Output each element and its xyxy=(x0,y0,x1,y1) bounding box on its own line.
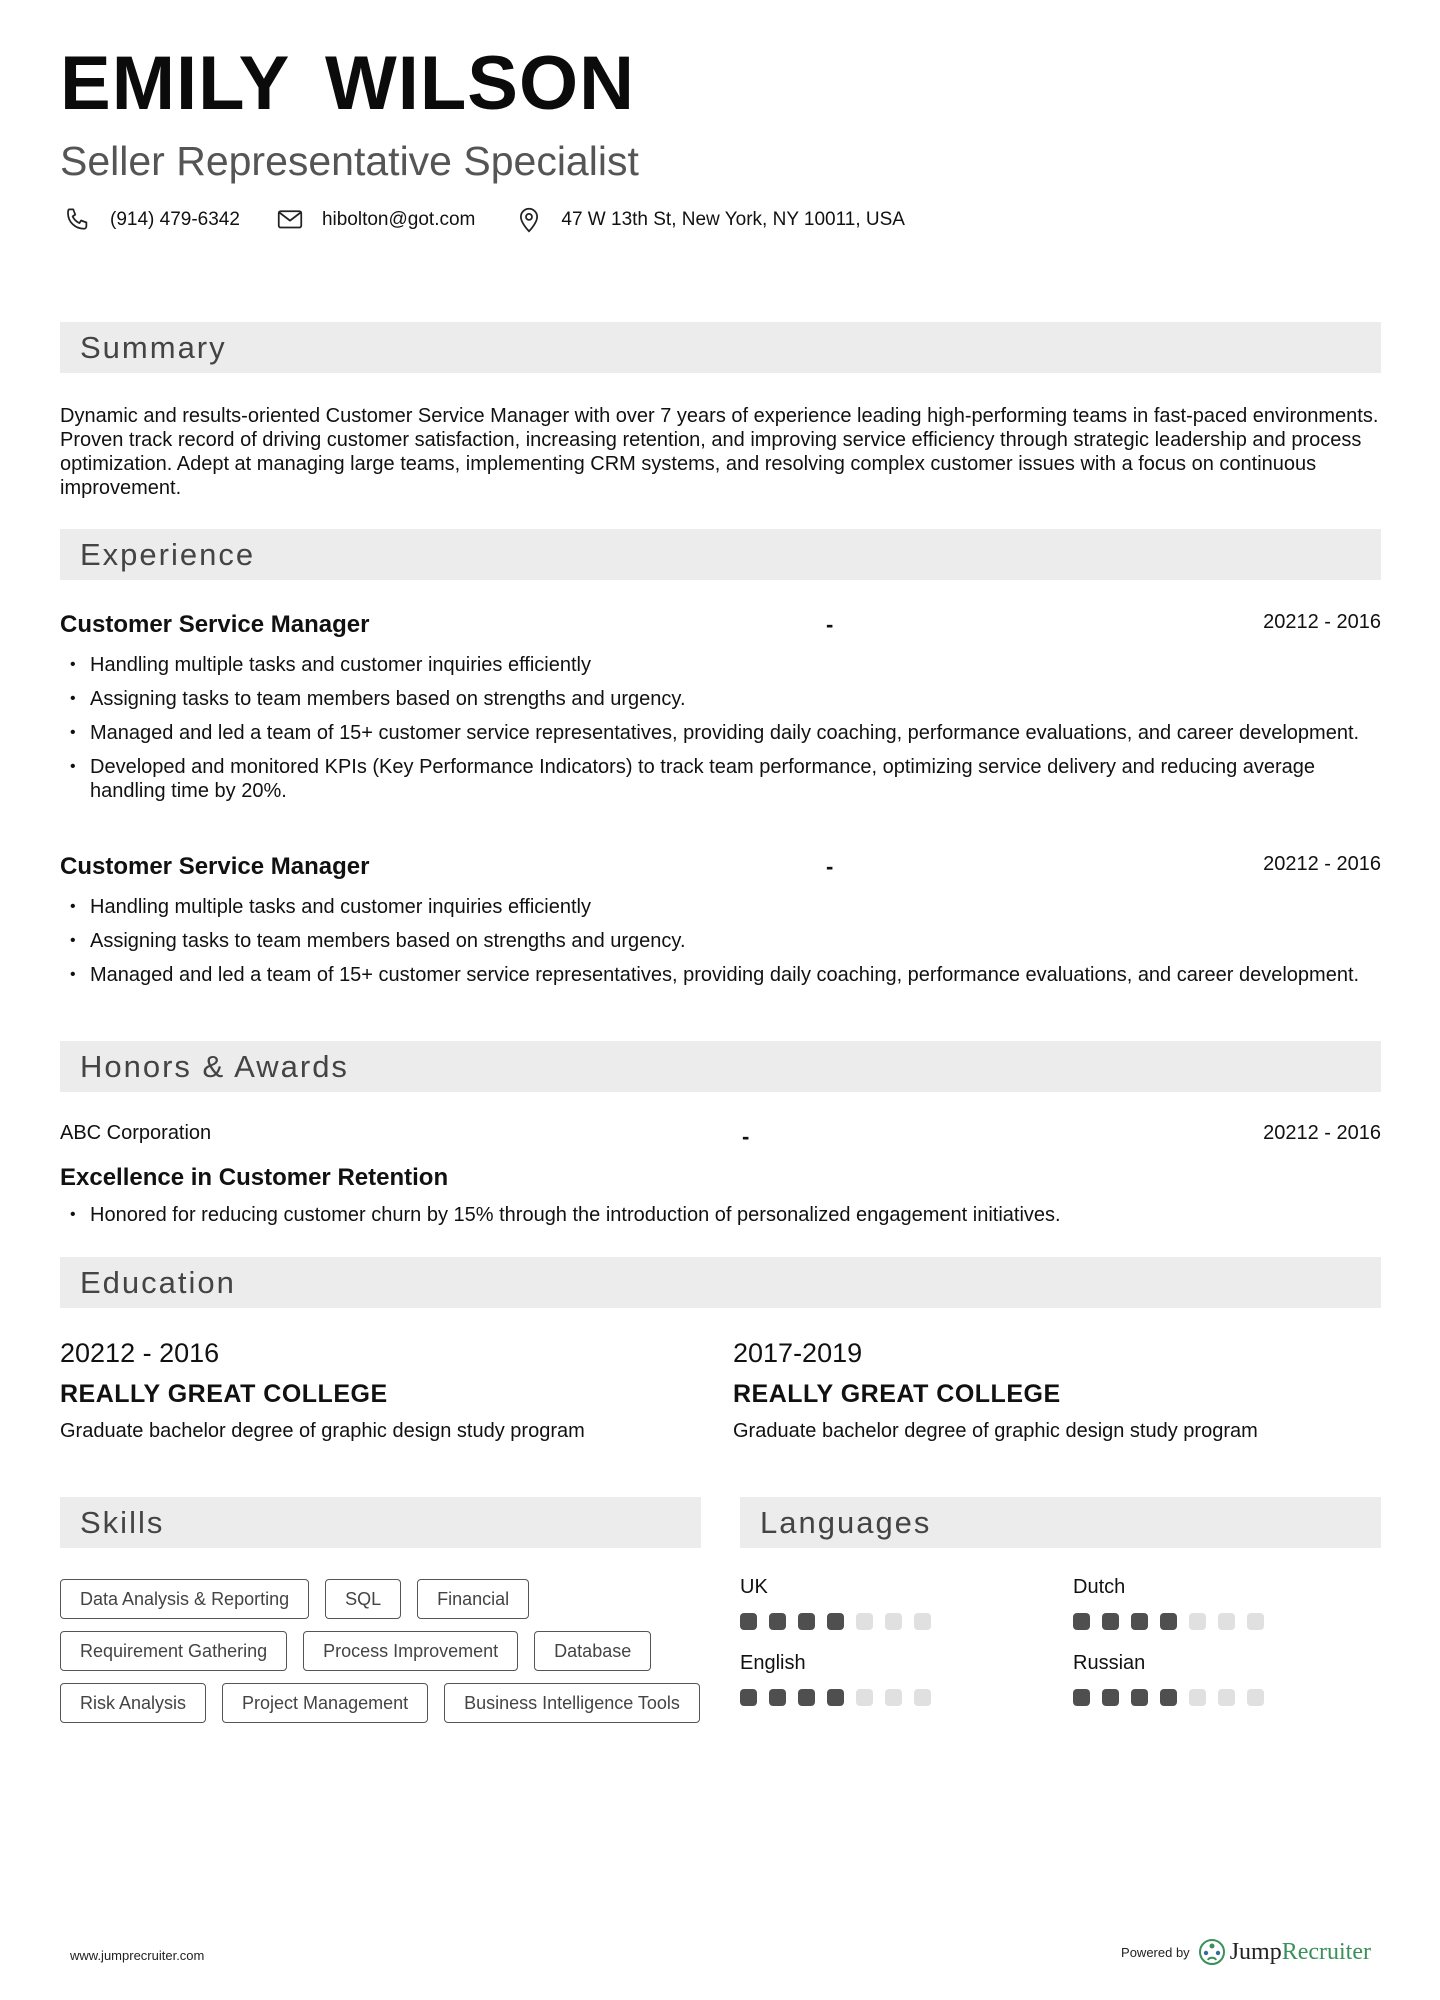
level-dot-empty xyxy=(914,1689,931,1706)
honors-separator: - xyxy=(742,1124,750,1149)
honors-title: Excellence in Customer Retention xyxy=(60,1164,449,1191)
summary-text: Dynamic and results-oriented Customer Service Manager with over 7 years of experience leading high-performing teams in fast-paced environments. Proven track record of driving customer satisfaction, increasing retention, and improving service efficiency through strategic leadership and process optimization. Adept at managing large teams, implementing CRM systems, and resolving complex customer issues with a focus on continuous improvement. xyxy=(60,405,1379,499)
skill-tag: Requirement Gathering xyxy=(60,1631,287,1671)
list-item: • Managed and led a team of 15+ customer service representatives, providing daily coaching, performance evaluations, and career development. xyxy=(60,721,1381,745)
skills-list xyxy=(60,1579,700,1723)
job-1-dates: 20212 - 2016 xyxy=(1263,611,1381,633)
language-name: UK xyxy=(740,1576,768,1598)
honors-organization: ABC Corporation xyxy=(60,1122,212,1144)
list-item: • Assigning tasks to team members based on strengths and urgency. xyxy=(60,929,1381,953)
level-dot-filled xyxy=(1102,1689,1119,1706)
mail-icon xyxy=(272,202,308,238)
language-uk xyxy=(740,1576,931,1630)
language-english xyxy=(740,1652,931,1706)
honors-heading-bar xyxy=(60,1041,1381,1092)
language-name: Dutch xyxy=(1073,1576,1126,1598)
list-item: • Developed and monitored KPIs (Key Performance Indicators) to track team performance, optimizing service delivery and reducing average handling time by 20%. xyxy=(60,755,1381,803)
level-dot-filled xyxy=(798,1613,815,1630)
footer-brand xyxy=(1121,1938,1371,1966)
list-item: • Assigning tasks to team members based on strengths and urgency. xyxy=(60,687,1381,711)
candidate-name xyxy=(60,40,635,127)
education-heading: Education xyxy=(80,1265,236,1300)
skill-tag: Process Improvement xyxy=(303,1631,518,1671)
honors-heading: Honors & Awards xyxy=(80,1049,349,1084)
skill-tag: Data Analysis & Reporting xyxy=(60,1579,309,1619)
list-item: • Handling multiple tasks and customer inquiries efficiently xyxy=(60,895,1381,919)
job-2-dates: 20212 - 2016 xyxy=(1263,853,1381,875)
skill-tag: Project Management xyxy=(222,1683,428,1723)
phone-icon xyxy=(60,202,96,238)
honors-dates: 20212 - 2016 xyxy=(1263,1122,1381,1144)
language-russian xyxy=(1073,1652,1264,1706)
location-pin-icon xyxy=(511,202,547,238)
level-dot-empty xyxy=(1247,1689,1264,1706)
language-name: Russian xyxy=(1073,1652,1146,1674)
skill-tag: Risk Analysis xyxy=(60,1683,206,1723)
contact-email xyxy=(272,202,475,238)
job-2-separator: - xyxy=(826,854,834,879)
experience-heading-bar xyxy=(60,529,1381,580)
language-level xyxy=(740,1689,931,1706)
level-dot-filled xyxy=(740,1613,757,1630)
skill-tag: SQL xyxy=(325,1579,401,1619)
education-2-dates: 2017-2019 xyxy=(733,1338,863,1368)
street-address: 47 W 13th St, New York, NY 10011, USA xyxy=(561,209,905,230)
phone-number: (914) 479-6342 xyxy=(110,209,240,230)
level-dot-empty xyxy=(1247,1613,1264,1630)
honors-bullets xyxy=(60,1203,1381,1237)
level-dot-empty xyxy=(1218,1613,1235,1630)
languages-heading-bar xyxy=(740,1497,1381,1548)
level-dot-empty xyxy=(1189,1689,1206,1706)
language-name: English xyxy=(740,1652,806,1674)
powered-by-label: Powered by xyxy=(1121,1944,1190,1960)
skill-tag: Business Intelligence Tools xyxy=(444,1683,700,1723)
language-level xyxy=(1073,1613,1264,1630)
level-dot-filled xyxy=(1160,1613,1177,1630)
level-dot-empty xyxy=(856,1689,873,1706)
level-dot-empty xyxy=(1218,1689,1235,1706)
footer-url: www.jumprecruiter.com xyxy=(70,1948,205,1963)
level-dot-empty xyxy=(1189,1613,1206,1630)
summary-heading: Summary xyxy=(80,330,227,365)
list-item: • Honored for reducing customer churn by 15% through the introduction of personalized engagement initiatives. xyxy=(60,1203,1381,1227)
list-item: • Managed and led a team of 15+ customer service representatives, providing daily coaching, performance evaluations, and career development. xyxy=(60,963,1381,987)
level-dot-filled xyxy=(1073,1613,1090,1630)
skill-tag: Financial xyxy=(417,1579,529,1619)
job-2-title: Customer Service Manager xyxy=(60,853,370,880)
level-dot-filled xyxy=(1160,1689,1177,1706)
experience-heading: Experience xyxy=(80,537,256,572)
level-dot-filled xyxy=(1131,1613,1148,1630)
education-2-description: Graduate bachelor degree of graphic design study program xyxy=(733,1420,1258,1442)
last-name: WILSON xyxy=(325,41,635,126)
level-dot-filled xyxy=(798,1689,815,1706)
contact-phone xyxy=(60,202,240,238)
contact-address xyxy=(511,202,905,238)
first-name: EMILY xyxy=(60,41,289,126)
level-dot-empty xyxy=(885,1613,902,1630)
education-1-description: Graduate bachelor degree of graphic design study program xyxy=(60,1420,585,1442)
language-level xyxy=(1073,1689,1264,1706)
job-1-bullets xyxy=(60,653,1381,813)
level-dot-empty xyxy=(856,1613,873,1630)
level-dot-filled xyxy=(827,1689,844,1706)
job-2-bullets xyxy=(60,895,1381,997)
level-dot-filled xyxy=(769,1689,786,1706)
brand-jump: Jump xyxy=(1229,1938,1282,1965)
level-dot-filled xyxy=(1131,1689,1148,1706)
level-dot-filled xyxy=(1102,1613,1119,1630)
jumprecruiter-logo-icon xyxy=(1198,1938,1226,1966)
education-2-school: REALLY GREAT COLLEGE xyxy=(733,1380,1061,1408)
level-dot-filled xyxy=(769,1613,786,1630)
skills-heading: Skills xyxy=(80,1505,165,1540)
job-1-title: Customer Service Manager xyxy=(60,611,370,638)
list-item: • Handling multiple tasks and customer inquiries efficiently xyxy=(60,653,1381,677)
education-1-school: REALLY GREAT COLLEGE xyxy=(60,1380,388,1408)
job-1-separator: - xyxy=(826,612,834,637)
level-dot-filled xyxy=(827,1613,844,1630)
languages-heading: Languages xyxy=(760,1505,932,1540)
level-dot-filled xyxy=(740,1689,757,1706)
email-address: hibolton@got.com xyxy=(321,209,476,230)
education-1-dates: 20212 - 2016 xyxy=(60,1338,220,1368)
job-role: Seller Representative Specialist xyxy=(60,138,639,184)
resume-page xyxy=(60,0,1381,2000)
language-level xyxy=(740,1613,931,1630)
skills-heading-bar xyxy=(60,1497,701,1548)
level-dot-empty xyxy=(885,1689,902,1706)
contact-row xyxy=(60,202,905,238)
summary-heading-bar xyxy=(60,322,1381,373)
language-dutch xyxy=(1073,1576,1264,1630)
level-dot-filled xyxy=(1073,1689,1090,1706)
level-dot-empty xyxy=(914,1613,931,1630)
education-heading-bar xyxy=(60,1257,1381,1308)
brand-recruiter: Recruiter xyxy=(1281,1938,1371,1965)
skill-tag: Database xyxy=(534,1631,651,1671)
